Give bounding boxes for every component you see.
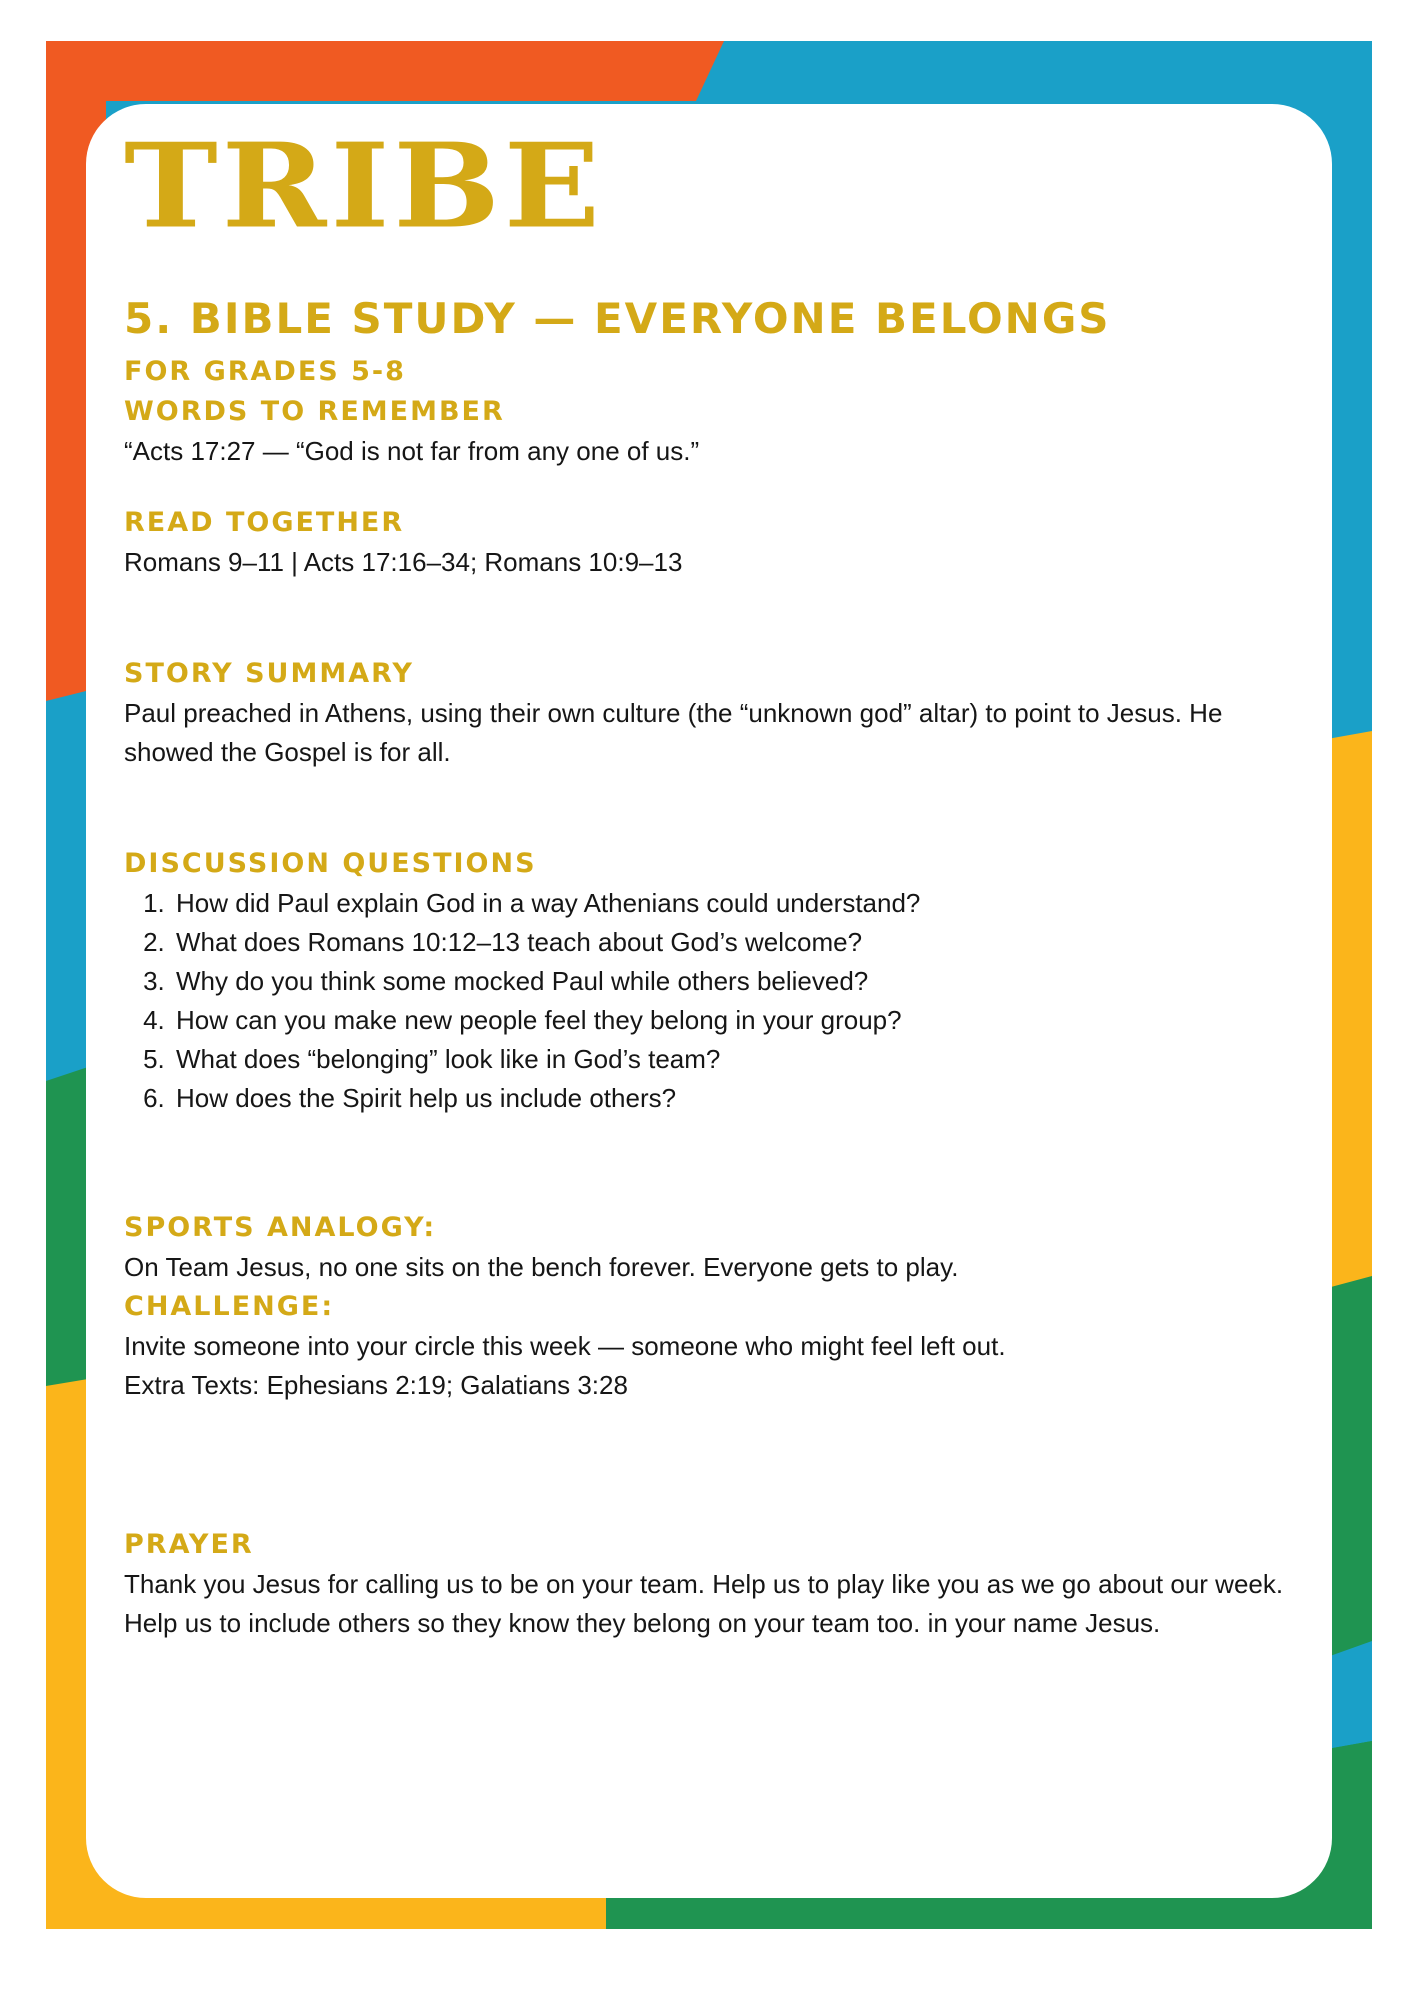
list-item: 1. How did Paul explain God in a way Athenians could understand?	[172, 884, 1294, 923]
story-summary-text: Paul preached in Athens, using their own culture (the “unknown god” altar) to point to Jesus. He showed the Gospel is for all.	[124, 698, 1223, 767]
list-item: 2. What does Romans 10:12–13 teach about God’s welcome?	[172, 923, 1294, 962]
list-item: 6. How does the Spirit help us include others?	[172, 1079, 1294, 1118]
sports-analogy-heading: SPORTS ANALOGY:	[124, 1212, 437, 1243]
sports-analogy-text: On Team Jesus, no one sits on the bench forever. Everyone gets to play.	[124, 1252, 959, 1282]
prayer-heading: PRAYER	[124, 1529, 254, 1560]
brand-logo: TRIBE	[124, 117, 604, 255]
read-together-heading: READ TOGETHER	[124, 507, 405, 538]
document-content	[124, 117, 1294, 1643]
discussion-questions-list	[124, 884, 1294, 1118]
extra-texts: Extra Texts: Ephesians 2:19; Galatians 3:28	[124, 1370, 628, 1400]
words-to-remember-heading: WORDS TO REMEMBER	[124, 396, 505, 427]
grades-label: FOR GRADES 5-8	[124, 356, 406, 387]
list-item: 4. How can you make new people feel they belong in your group?	[172, 1001, 1294, 1040]
challenge-text: Invite someone into your circle this week — someone who might feel left out.	[124, 1331, 1006, 1361]
challenge-heading: CHALLENGE:	[124, 1291, 335, 1322]
page-title: 5. BIBLE STUDY — EVERYONE BELONGS	[124, 294, 1111, 343]
prayer-text: Thank you Jesus for calling us to be on your team. Help us to play like you as we go about our week. Help us to include others so they know they belong on your team too. in your name Jesus.	[124, 1569, 1284, 1638]
list-item: 3. Why do you think some mocked Paul while others believed?	[172, 962, 1294, 1001]
story-summary-heading: STORY SUMMARY	[124, 658, 414, 689]
list-item: 5. What does “belonging” look like in God’s team?	[172, 1040, 1294, 1079]
words-to-remember-text: “Acts 17:27 — “God is not far from any one of us.”	[124, 436, 700, 466]
read-together-text: Romans 9–11 | Acts 17:16–34; Romans 10:9–13	[124, 547, 683, 577]
discussion-questions-heading: DISCUSSION QUESTIONS	[124, 848, 537, 879]
